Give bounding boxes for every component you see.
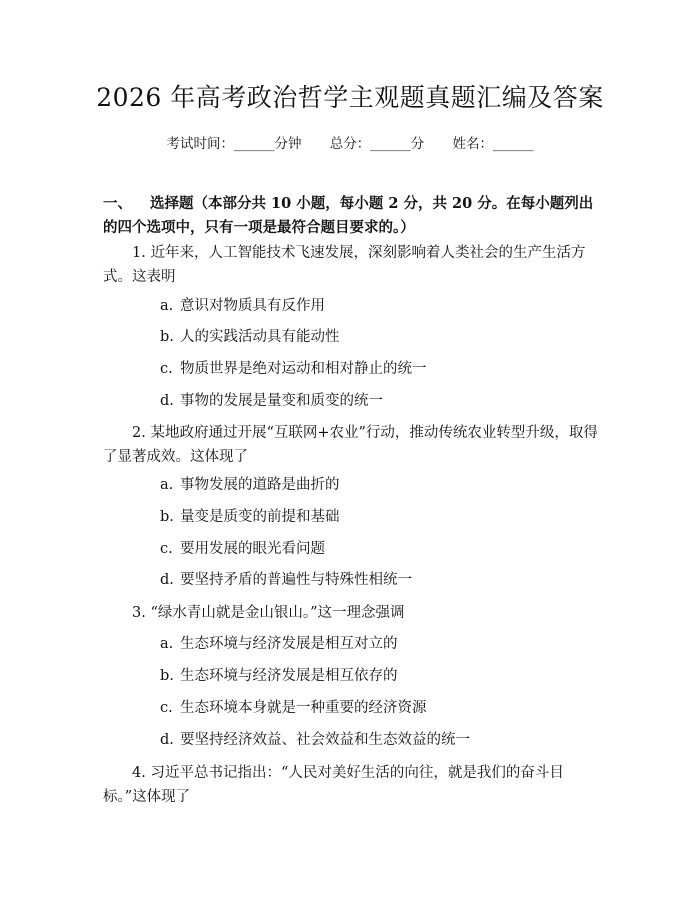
name-field: 姓名：______	[452, 136, 534, 152]
option-text: 人的实践活动具有能动性	[180, 329, 340, 345]
question-3-option-d	[160, 729, 600, 751]
question-1-stem: 1. 近年来，人工智能技术飞速发展，深刻影响着人类社会的生产生活方式。这表明	[103, 245, 586, 285]
option-label: b.	[160, 509, 174, 525]
option-label: b.	[160, 329, 174, 345]
option-text: 量变是质变的前提和基础	[180, 509, 340, 525]
option-label: c.	[160, 700, 173, 716]
option-label: d.	[160, 572, 174, 588]
option-text: 事物发展的道路是曲折的	[180, 477, 340, 493]
page-title: 2026 年高考政治哲学主观题真题汇编及答案	[96, 83, 604, 112]
option-label: a.	[160, 636, 174, 652]
question-3-option-c	[160, 697, 600, 719]
option-text: 要坚持矛盾的普遍性与特殊性相统一	[180, 572, 412, 588]
total-score-field: 总分：______分	[329, 136, 425, 152]
exam-meta	[0, 132, 700, 152]
question-2-option-b	[160, 506, 600, 528]
question-2-option-d	[160, 569, 600, 591]
question-2-stem: 2. 某地政府通过开展“互联网+农业”行动，推动传统农业转型升级，取得了显著成效。这体现了	[103, 425, 598, 465]
section-text: 选择题（本部分共 10 小题，每小题 2 分，共 20 分。在每小题列出的四个选项中，只有一项是最符合题目要求的。）	[103, 195, 594, 236]
exam-time-field: 考试时间：______分钟	[166, 136, 302, 152]
question-2-option-a	[160, 474, 600, 496]
question-2-option-c	[160, 538, 600, 560]
option-label: c.	[160, 541, 173, 557]
option-text: 要坚持经济效益、社会效益和生态效益的统一	[180, 732, 470, 748]
question-3-option-a	[160, 633, 600, 655]
section-heading	[103, 192, 603, 240]
option-text: 意识对物质具有反作用	[180, 298, 325, 314]
option-text: 事物的发展是量变和质变的统一	[180, 393, 383, 409]
option-text: 要用发展的眼光看问题	[180, 541, 325, 557]
option-label: b.	[160, 668, 174, 684]
option-label: a.	[160, 298, 174, 314]
option-label: a.	[160, 477, 174, 493]
question-3-stem: 3. “绿水青山就是金山银山。”这一理念强调	[132, 605, 405, 621]
section-number: 一、	[103, 195, 132, 212]
question-3-option-b	[160, 665, 600, 687]
question-1-option-b	[160, 326, 600, 348]
question-1-option-a	[160, 295, 600, 317]
question-1-option-c	[160, 358, 600, 380]
option-text: 生态环境与经济发展是相互对立的	[180, 636, 398, 652]
question-4-stem: 4. 习近平总书记指出：“人民对美好生活的向往，就是我们的奋斗目标。”这体现了	[103, 765, 564, 805]
option-label: d.	[160, 393, 174, 409]
option-text: 生态环境与经济发展是相互依存的	[180, 668, 398, 684]
option-text: 生态环境本身就是一种重要的经济资源	[180, 700, 427, 716]
option-label: c.	[160, 361, 173, 377]
option-text: 物质世界是绝对运动和相对静止的统一	[180, 361, 427, 377]
option-label: d.	[160, 732, 174, 748]
question-1-option-d	[160, 390, 600, 412]
